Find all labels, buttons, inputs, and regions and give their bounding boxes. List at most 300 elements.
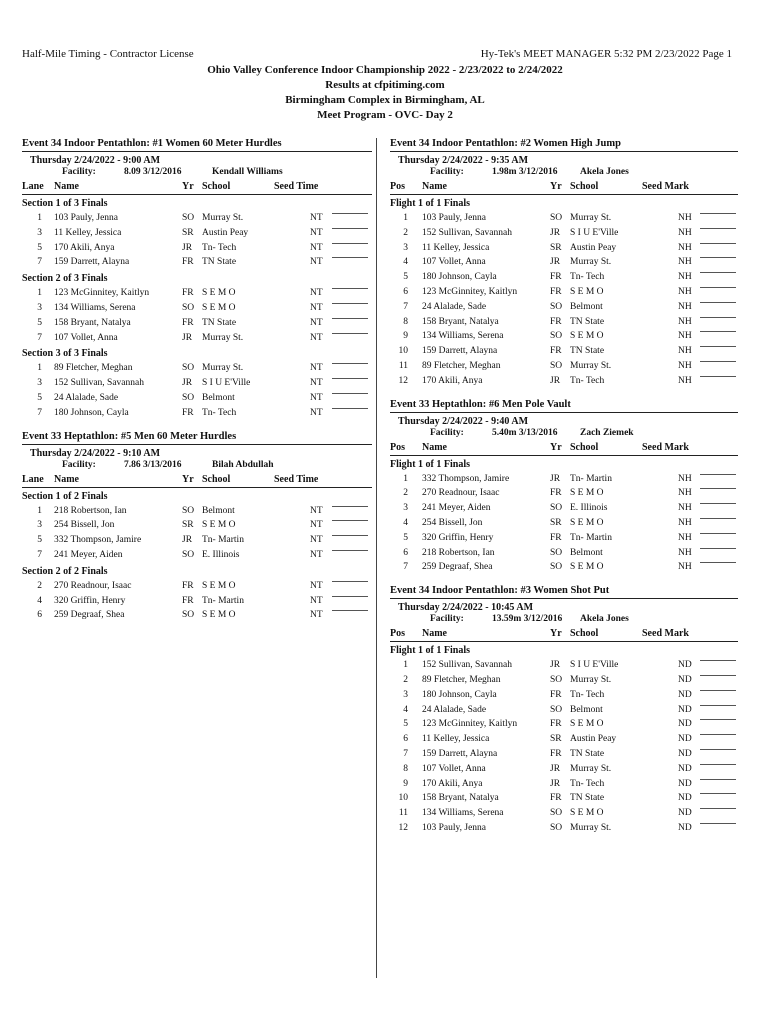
entry-row (390, 673, 738, 688)
entry-row (22, 608, 372, 623)
entry-pos: 1 (37, 288, 42, 299)
facility-label: Facility: (430, 614, 464, 625)
entry-yr: FR (550, 793, 562, 804)
entry-seed: NT (310, 392, 323, 403)
entry-school: Austin Peay (202, 227, 249, 238)
entry-school: E. Illinois (202, 549, 240, 560)
col-pos: Pos (390, 181, 405, 192)
entry-pos: 5 (37, 535, 42, 546)
entry-school: Murray St. (202, 213, 244, 223)
result-blank-line (332, 228, 368, 229)
entry-school: Tn- Martin (570, 532, 612, 543)
result-blank-line (700, 808, 736, 809)
entry-seed: ND (678, 763, 692, 774)
entry-name: 170 Akili, Anya (54, 242, 115, 253)
entry-seed: ND (678, 674, 692, 685)
entry-name: 332 Thompson, Jamire (54, 535, 142, 546)
entry-pos: 4 (403, 517, 408, 528)
entry-yr: SO (182, 363, 195, 374)
entry-yr: SO (182, 610, 195, 621)
entry-school: S E M O (202, 610, 236, 621)
session-time: Thursday 2/24/2022 - 9:10 AM (30, 447, 161, 459)
meet-title: Ohio Valley Conference Indoor Championship 2022 - 2/23/2022 to 2/24/2022 (207, 64, 563, 76)
result-blank-line (700, 675, 736, 676)
entry-seed: NH (678, 517, 692, 528)
entry-seed: NH (678, 272, 692, 283)
event-title: Event 34 Indoor Pentathlon: #3 Women Shot Put (390, 585, 738, 599)
facility-holder: Kendall Williams (212, 167, 283, 177)
entry-pos: 2 (403, 488, 408, 499)
entry-name: 332 Thompson, Jamire (422, 473, 510, 484)
entry-school: S E M O (202, 520, 236, 531)
entry-row (390, 329, 738, 344)
col-name: Name (54, 181, 79, 192)
entry-name: 259 Degraaf, Shea (54, 610, 125, 621)
entry-school: Belmont (202, 505, 235, 516)
event-block (22, 138, 372, 421)
entry-name: 152 Sullivan, Savannah (422, 660, 512, 671)
result-blank-line (332, 581, 368, 582)
entry-pos: 7 (37, 257, 42, 268)
entry-seed: NT (310, 595, 323, 606)
entry-row (22, 391, 372, 406)
session-time: Thursday 2/24/2022 - 9:40 AM (398, 415, 529, 427)
entry-seed: ND (678, 660, 692, 671)
facility-label: Facility: (62, 459, 96, 470)
entry-pos: 3 (403, 242, 408, 253)
entry-school: E. Illinois (570, 503, 608, 514)
col-yr: Yr (182, 181, 194, 192)
entry-name: 123 McGinnitey, Kaitlyn (54, 288, 150, 299)
entry-row (390, 501, 738, 516)
result-blank-line (700, 287, 736, 288)
entry-yr: FR (550, 286, 562, 297)
entry-name: 89 Fletcher, Meghan (422, 674, 501, 685)
result-blank-line (700, 518, 736, 519)
entry-row (22, 286, 372, 301)
result-blank-line (700, 228, 736, 229)
entry-seed: NH (678, 473, 692, 484)
entry-pos: 6 (403, 286, 408, 297)
entry-yr: FR (550, 488, 562, 499)
col-seed: Seed Mark (642, 441, 689, 453)
entry-row (390, 255, 738, 270)
entry-row (390, 546, 738, 561)
section-label: Flight 1 of 1 Finals (390, 458, 471, 470)
entry-school: Murray St. (202, 332, 244, 343)
result-blank-line (332, 333, 368, 334)
entry-seed: NT (310, 242, 323, 253)
entry-name: 11 Kelley, Jessica (422, 734, 490, 745)
entry-yr: SR (182, 520, 194, 531)
entry-school: Murray St. (570, 360, 612, 371)
entry-row (390, 732, 738, 747)
col-pos: Lane (22, 473, 44, 485)
entry-seed: NH (678, 301, 692, 312)
entry-row (22, 594, 372, 609)
entry-school: S E M O (570, 286, 604, 297)
entry-yr: SR (550, 517, 562, 528)
entry-school: Murray St. (570, 213, 612, 223)
entry-pos: 3 (403, 503, 408, 514)
result-blank-line (700, 376, 736, 377)
entry-yr: JR (550, 763, 561, 774)
entry-name: 24 Alalade, Sade (422, 704, 487, 715)
entry-name: 159 Darrett, Alayna (422, 748, 498, 759)
entry-school: Murray St. (570, 822, 612, 833)
col-school: School (202, 181, 231, 192)
entry-name: 107 Vollet, Anna (54, 332, 118, 343)
entry-row (390, 211, 738, 226)
col-yr: Yr (182, 473, 194, 485)
entry-name: 158 Bryant, Natalya (54, 317, 131, 328)
result-blank-line (700, 779, 736, 780)
entry-school: TN State (202, 257, 237, 268)
entry-yr: SR (182, 227, 194, 238)
entry-school: S E M O (202, 288, 236, 299)
section-label: Section 2 of 3 Finals (22, 273, 108, 285)
facility-holder: Akela Jones (580, 167, 629, 177)
entry-school: Belmont (570, 547, 603, 558)
facility-mark: 5.40m 3/13/2016 (492, 427, 558, 438)
result-blank-line (700, 690, 736, 691)
entry-seed: NH (678, 488, 692, 499)
result-blank-line (700, 823, 736, 824)
entry-seed: ND (678, 689, 692, 700)
entry-pos: 3 (37, 302, 42, 313)
entry-seed: NT (310, 407, 323, 418)
entry-yr: SO (550, 331, 563, 342)
result-blank-line (700, 719, 736, 720)
entry-school: Austin Peay (570, 242, 617, 253)
entry-row (390, 226, 738, 241)
result-blank-line (332, 393, 368, 394)
col-name: Name (422, 181, 447, 192)
entry-seed: ND (678, 822, 692, 833)
entry-seed: NT (310, 288, 323, 299)
result-blank-line (700, 257, 736, 258)
section-label: Flight 1 of 1 Finals (390, 645, 471, 657)
entry-row (390, 658, 738, 673)
facility-record (390, 427, 738, 441)
entry-seed: NH (678, 547, 692, 558)
entry-row (22, 548, 372, 563)
entry-school: Belmont (570, 704, 603, 715)
col-school: School (570, 181, 599, 192)
entry-school: S E M O (570, 808, 604, 819)
entry-pos: 6 (403, 734, 408, 745)
entry-pos: 9 (403, 778, 408, 789)
entry-name: 180 Johnson, Cayla (54, 407, 129, 418)
entry-name: 241 Meyer, Aiden (422, 503, 491, 514)
entry-seed: NT (310, 549, 323, 560)
entry-pos: 10 (398, 346, 408, 357)
entry-name: 254 Bissell, Jon (54, 520, 115, 531)
entry-row (22, 504, 372, 519)
entry-pos: 3 (37, 520, 42, 531)
entry-row (22, 406, 372, 421)
entry-name: 159 Darrett, Alayna (422, 346, 498, 357)
entry-row (390, 315, 738, 330)
entry-seed: NT (310, 378, 323, 389)
entry-seed: NH (678, 242, 692, 253)
entry-seed: NT (310, 227, 323, 238)
result-blank-line (700, 361, 736, 362)
result-blank-line (332, 318, 368, 319)
entry-seed: ND (678, 808, 692, 819)
entry-school: Tn- Tech (570, 778, 605, 789)
entry-yr: JR (550, 778, 561, 789)
entry-seed: NT (310, 505, 323, 516)
event-title: Event 34 Indoor Pentathlon: #1 Women 60 Meter Hurdles (22, 138, 372, 152)
entry-seed: ND (678, 793, 692, 804)
entry-seed: NH (678, 360, 692, 371)
entry-yr: FR (550, 272, 562, 283)
result-blank-line (332, 243, 368, 244)
column-header (22, 473, 372, 488)
entry-name: 320 Griffin, Henry (422, 532, 494, 543)
entry-row (390, 806, 738, 821)
entry-yr: SO (550, 822, 563, 833)
entry-row (22, 331, 372, 346)
entry-seed: NT (310, 363, 323, 374)
entry-yr: FR (182, 257, 194, 268)
entry-name: 89 Fletcher, Meghan (54, 363, 133, 374)
entry-seed: NH (678, 316, 692, 327)
entry-yr: JR (550, 660, 561, 671)
entry-pos: 8 (403, 763, 408, 774)
entry-school: Tn- Tech (570, 272, 605, 283)
event-title: Event 33 Heptathlon: #6 Men Pole Vault (390, 399, 738, 413)
venue: Birmingham Complex in Birmingham, AL (285, 94, 485, 106)
entry-school: Austin Peay (570, 734, 617, 745)
entry-name: 123 McGinnitey, Kaitlyn (422, 719, 518, 730)
col-name: Name (54, 473, 79, 485)
entry-seed: NH (678, 257, 692, 268)
entry-pos: 12 (398, 822, 408, 833)
entry-row (390, 688, 738, 703)
entry-pos: 7 (403, 301, 408, 312)
entry-school: Tn- Martin (202, 535, 244, 546)
entry-yr: SO (550, 562, 563, 573)
entry-row (390, 762, 738, 777)
entry-seed: NT (310, 580, 323, 591)
entry-row (22, 316, 372, 331)
entry-name: 180 Johnson, Cayla (422, 689, 497, 700)
facility-mark: 13.59m 3/12/2016 (492, 614, 563, 625)
entry-school: TN State (570, 316, 605, 327)
entry-school: Murray St. (570, 257, 612, 268)
entry-row (390, 777, 738, 792)
entry-yr: SO (550, 704, 563, 715)
col-pos: Pos (390, 628, 405, 640)
result-blank-line (332, 408, 368, 409)
facility-mark: 8.09 3/12/2016 (124, 167, 182, 177)
program-day: Meet Program - OVC- Day 2 (317, 109, 453, 121)
entry-row (390, 560, 738, 575)
entry-row (390, 531, 738, 546)
entry-name: 103 Pauly, Jenna (422, 213, 487, 223)
session-time: Thursday 2/24/2022 - 9:35 AM (398, 155, 529, 166)
entry-pos: 1 (403, 213, 408, 223)
entry-yr: SO (550, 547, 563, 558)
entry-row (22, 255, 372, 270)
entry-school: S E M O (202, 302, 236, 313)
entry-name: 152 Sullivan, Savannah (422, 227, 512, 238)
entry-seed: ND (678, 748, 692, 759)
header-left: Half-Mile Timing - Contractor License (22, 48, 194, 60)
entry-pos: 2 (403, 227, 408, 238)
facility-record (390, 613, 738, 627)
entry-yr: SO (182, 392, 195, 403)
entry-row (390, 344, 738, 359)
entry-school: S I U E'Ville (570, 660, 619, 671)
entry-name: 270 Readnour, Isaac (54, 580, 132, 591)
entry-yr: JR (182, 242, 193, 253)
col-pos: Pos (390, 441, 405, 453)
entry-name: 180 Johnson, Cayla (422, 272, 497, 283)
entry-yr: FR (182, 288, 194, 299)
left-column (22, 138, 372, 633)
col-name: Name (422, 441, 447, 453)
entry-row (390, 270, 738, 285)
result-blank-line (700, 213, 736, 214)
entry-row (22, 241, 372, 256)
entry-seed: NT (310, 520, 323, 531)
entry-row (22, 533, 372, 548)
column-header (22, 180, 372, 195)
entry-name: 170 Akili, Anya (422, 778, 483, 789)
entry-school: S E M O (570, 488, 604, 499)
entry-name: 218 Robertson, Ian (54, 505, 127, 516)
facility-holder: Bilah Abdullah (212, 459, 274, 470)
entry-school: Murray St. (570, 763, 612, 774)
result-blank-line (700, 346, 736, 347)
column-header (390, 441, 738, 456)
entry-seed: NH (678, 562, 692, 573)
entry-school: Tn- Martin (202, 595, 244, 606)
entry-yr: JR (550, 473, 561, 484)
result-blank-line (332, 506, 368, 507)
entry-name: 320 Griffin, Henry (54, 595, 126, 606)
entry-row (390, 300, 738, 315)
entry-name: 241 Meyer, Aiden (54, 549, 123, 560)
entry-name: 158 Bryant, Natalya (422, 793, 499, 804)
entry-pos: 5 (37, 392, 42, 403)
entry-seed: ND (678, 704, 692, 715)
column-header (390, 180, 738, 195)
entry-yr: JR (550, 375, 561, 386)
result-blank-line (700, 562, 736, 563)
entry-name: 103 Pauly, Jenna (422, 822, 487, 833)
entry-yr: SR (550, 734, 562, 745)
facility-holder: Akela Jones (580, 614, 629, 625)
entry-pos: 6 (403, 547, 408, 558)
facility-mark: 1.98m 3/12/2016 (492, 167, 558, 177)
event-block (390, 399, 738, 576)
result-blank-line (700, 488, 736, 489)
entry-pos: 2 (403, 674, 408, 685)
entry-school: S E M O (202, 580, 236, 591)
col-school: School (570, 441, 599, 453)
entry-school: Tn- Tech (570, 375, 605, 386)
entry-seed: NT (310, 332, 323, 343)
entry-school: Murray St. (570, 674, 612, 685)
result-blank-line (332, 610, 368, 611)
entry-row (22, 211, 372, 226)
entry-name: 152 Sullivan, Savannah (54, 378, 144, 389)
entry-yr: SO (550, 674, 563, 685)
entry-row (22, 361, 372, 376)
entry-seed: NH (678, 286, 692, 297)
facility-holder: Zach Ziemek (580, 427, 634, 438)
col-yr: Yr (550, 181, 562, 192)
col-pos: Lane (22, 181, 44, 192)
result-blank-line (332, 596, 368, 597)
col-school: School (570, 628, 599, 640)
entry-yr: JR (182, 535, 193, 546)
entry-seed: ND (678, 778, 692, 789)
entry-pos: 12 (398, 375, 408, 386)
entry-name: 159 Darrett, Alayna (54, 257, 130, 268)
result-blank-line (700, 331, 736, 332)
facility-record (22, 459, 372, 473)
entry-name: 24 Alalade, Sade (54, 392, 119, 403)
facility-record (390, 166, 738, 180)
entry-seed: NH (678, 503, 692, 514)
entry-pos: 2 (37, 580, 42, 591)
event-block (390, 585, 738, 836)
entry-name: 134 Williams, Serena (422, 808, 504, 819)
entry-pos: 4 (403, 704, 408, 715)
entry-yr: SO (550, 360, 563, 371)
entry-pos: 5 (403, 532, 408, 543)
col-seed: Seed Time (274, 473, 319, 485)
entry-row (390, 747, 738, 762)
event-block (390, 138, 738, 389)
right-column (390, 138, 738, 846)
entry-seed: NH (678, 532, 692, 543)
entry-school: Tn- Martin (570, 473, 612, 484)
column-header (390, 627, 738, 642)
entry-yr: FR (550, 316, 562, 327)
entry-seed: NH (678, 346, 692, 357)
entry-pos: 4 (37, 595, 42, 606)
entry-yr: JR (550, 257, 561, 268)
entry-row (390, 241, 738, 256)
entry-name: 218 Robertson, Ian (422, 547, 495, 558)
result-blank-line (700, 749, 736, 750)
entry-pos: 7 (37, 332, 42, 343)
entry-pos: 6 (37, 610, 42, 621)
col-yr: Yr (550, 628, 562, 640)
section-label: Section 1 of 3 Finals (22, 198, 108, 209)
facility-label: Facility: (430, 167, 464, 177)
entry-yr: JR (182, 378, 193, 389)
facility-label: Facility: (430, 427, 464, 438)
entry-school: S E M O (570, 331, 604, 342)
col-seed: Seed Mark (642, 181, 689, 192)
entry-pos: 3 (37, 227, 42, 238)
meet-info (0, 63, 770, 123)
entry-row (22, 579, 372, 594)
entry-yr: SO (550, 301, 563, 312)
result-blank-line (332, 535, 368, 536)
section-label: Flight 1 of 1 Finals (390, 198, 471, 209)
entry-seed: NT (310, 610, 323, 621)
entry-row (22, 518, 372, 533)
entry-name: 24 Alalade, Sade (422, 301, 487, 312)
